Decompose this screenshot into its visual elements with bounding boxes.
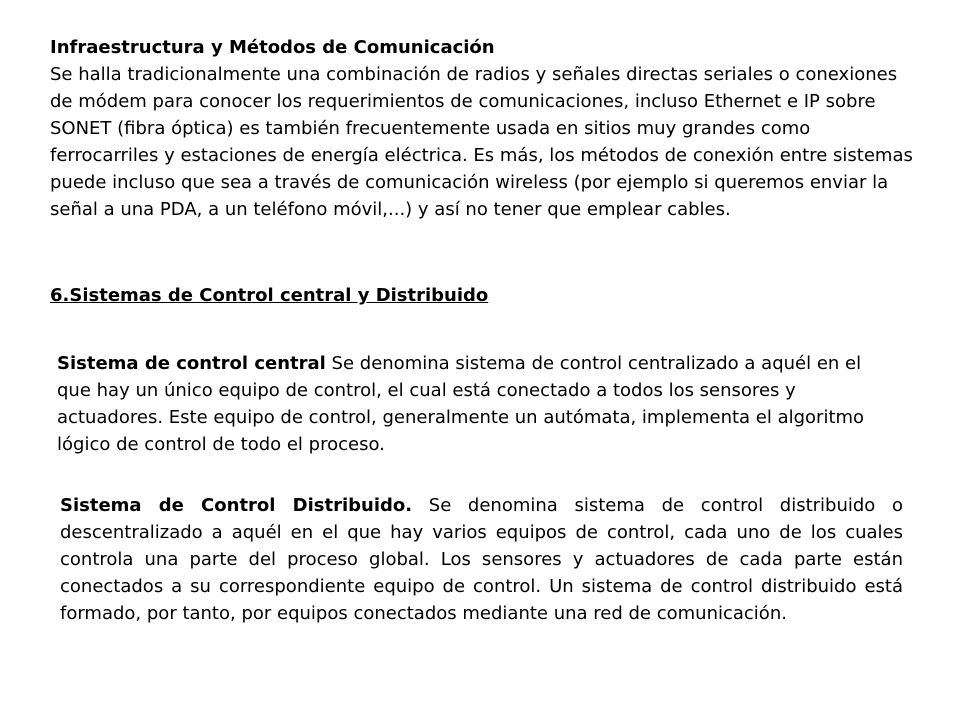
distributed-control-body: Se denomina sistema de control distribuido o descentralizado a aquél en el que hay varios equipos de control, cada uno de los cuales controla una parte del proceso global. Los sensores y actuadores de cada parte están conectados a su correspondiente equipo de control. Un sistema de control distribuido está formado, por tanto, por equipos conectados mediante una red de comunicación. — [60, 495, 903, 624]
infrastructure-body: Se halla tradicionalmente una combinación de radios y señales directas seriales o conexiones de módem para conocer los requerimientos de comunicaciones, incluso Ethernet e IP sobre SONET (fibra óptica) es también frecuentemente usada en sitios muy grandes como ferrocarriles y estaciones de energía eléctrica. Es más, los métodos de conexión entre sistemas puede incluso que sea a través de comunicación wireless (por ejemplo si queremos enviar la señal a una PDA, a un teléfono móvil,...) y así no tener que emplear cables. — [50, 64, 913, 220]
control-systems-section — [50, 282, 750, 309]
central-control-paragraph — [57, 350, 897, 458]
distributed-control-paragraph — [60, 492, 903, 627]
distributed-control-term: Sistema de Control Distribuido. — [60, 495, 413, 516]
distributed-control-text — [60, 492, 903, 627]
infrastructure-section — [50, 34, 920, 223]
central-control-text — [57, 350, 897, 458]
central-control-term: Sistema de control central — [57, 353, 326, 374]
control-systems-heading: 6.Sistemas de Control central y Distribuido — [50, 285, 489, 306]
central-control-body: Se denomina sistema de control centralizado a aquél en el que hay un único equipo de control, el cual está conectado a todos los sensores y actuadores. Este equipo de control, generalmente un autómata, implementa el algoritmo lógico de control de todo el proceso. — [57, 353, 865, 455]
infrastructure-heading: Infraestructura y Métodos de Comunicación — [50, 37, 495, 58]
